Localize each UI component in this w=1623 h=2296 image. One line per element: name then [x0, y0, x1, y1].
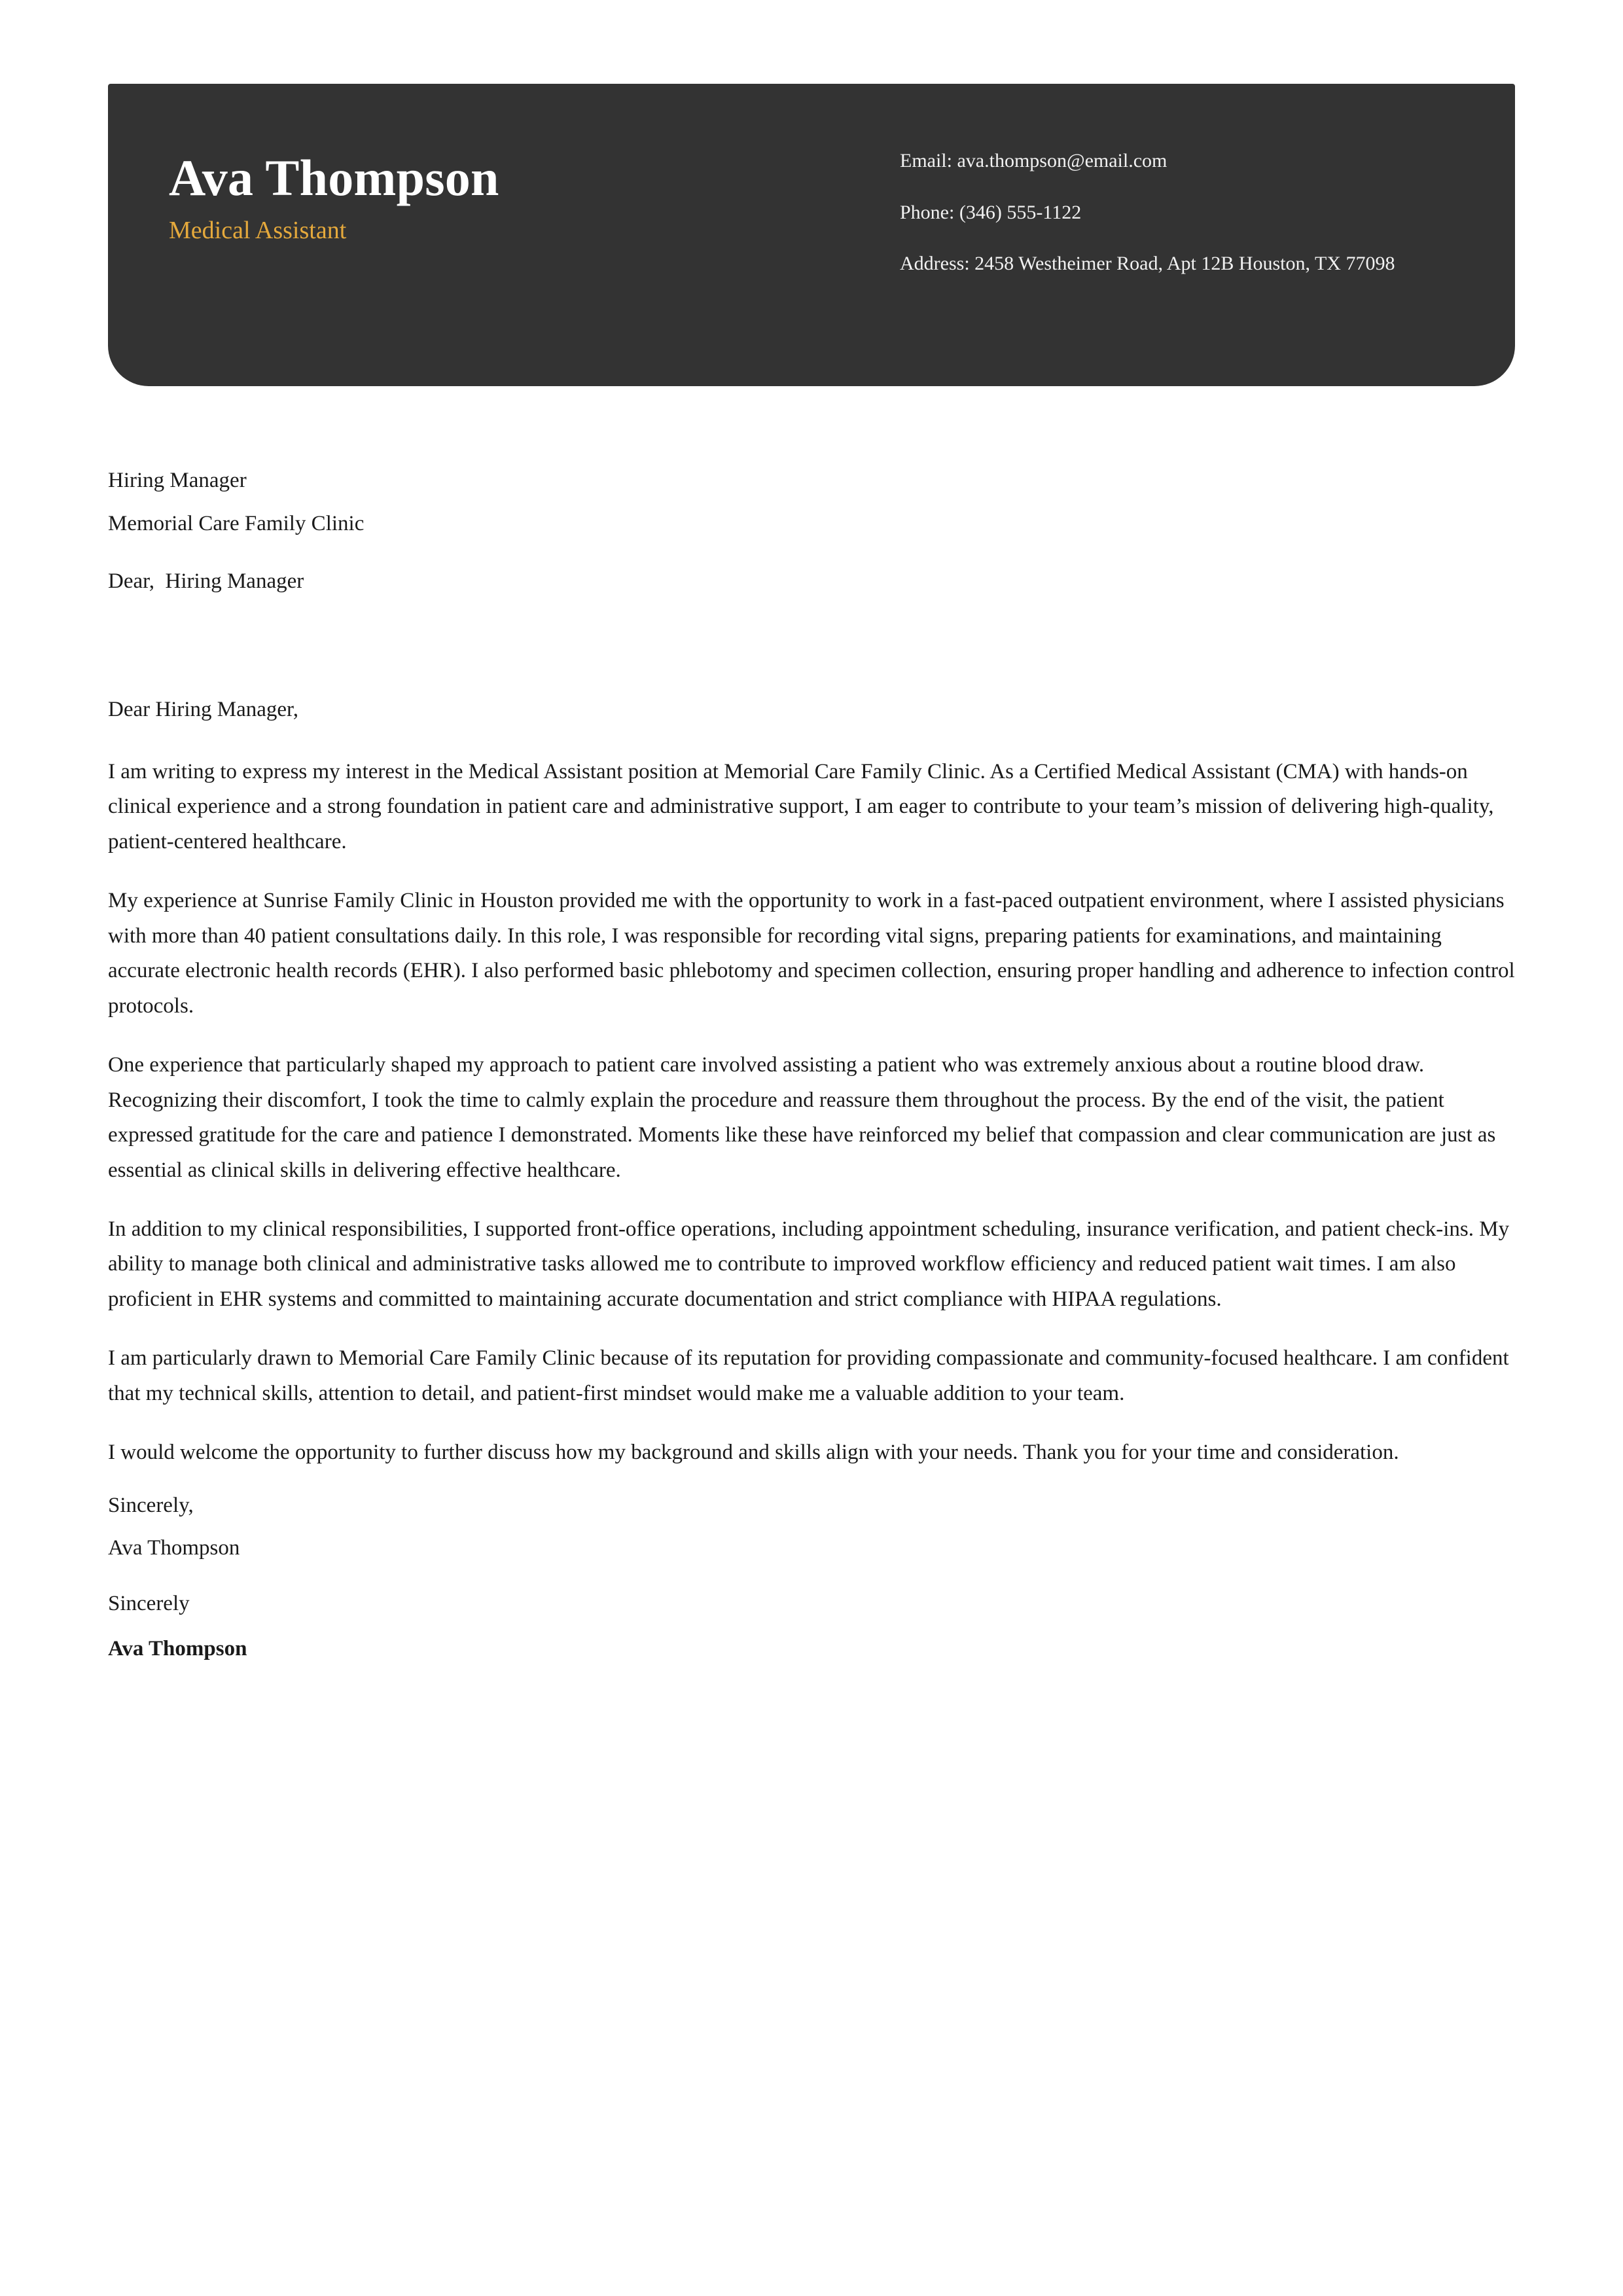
- recipient-block: [108, 470, 1518, 535]
- letter-body: [108, 470, 1518, 1660]
- salutation-top: Dear, Hiring Manager: [108, 569, 304, 593]
- contact-address: Address: 2458 Westheimer Road, Apt 12B Houston, TX 77098: [900, 253, 1395, 275]
- closing-block: [108, 1593, 1518, 1660]
- recipient-title: Hiring Manager: [108, 469, 247, 492]
- closing-signature-name: Ava Thompson: [108, 1636, 247, 1660]
- candidate-job-title: Medical Assistant: [169, 216, 347, 244]
- letter-paragraph: I am writing to express my interest in the Medical Assistant position at Memorial Care Family Clinic. As a Certified Medical Assistant (CMA) with hands-on clinical experience and a strong foundation in patient care and administrative support, I am eager to contribute to your team’s mission of delivering high-quality, patient-centered healthcare.: [108, 760, 1494, 853]
- letter-content: [108, 699, 1518, 1660]
- letter-paragraph: In addition to my clinical responsibilities, I supported front-office operations, including appointment scheduling, insurance verification, and patient check-ins. My ability to manage both clinical and administrative tasks allowed me to contribute to improved workflow efficiency and reduced patient wait times. I am also proficient in EHR systems and committed to maintaining accurate documentation and strict compliance with HIPAA regulations.: [108, 1217, 1510, 1311]
- contact-email: Email: ava.thompson@email.com: [900, 150, 1168, 171]
- signoff-block: [108, 1495, 1518, 1559]
- letter-paragraph: One experience that particularly shaped my approach to patient care involved assisting a patient who was extremely anxious about a routine blood draw. Recognizing their discomfort, I took the time to calmly explain the procedure and reassure them throughout the process. By the end of the visit, the patient expressed gratitude for the care and patience I demonstrated. Moments like these have reinforced my belief that compassion and clear communication are just as essential as clinical skills in delivering effective healthcare.: [108, 1053, 1496, 1182]
- closing-word: Sincerely: [108, 1591, 190, 1615]
- signoff-closing: Sincerely,: [108, 1493, 194, 1517]
- candidate-name: Ava Thompson: [169, 149, 499, 206]
- header-banner: [108, 84, 1515, 386]
- salutation-main: Dear Hiring Manager,: [108, 698, 298, 721]
- letter-paragraph: My experience at Sunrise Family Clinic in Houston provided me with the opportunity to work in a fast-paced outpatient environment, where I assisted physicians with more than 40 patient consultations daily. In this role, I was responsible for recording vital signs, preparing patients for examinations, and maintaining accurate electronic health records (EHR). I also performed basic phlebotomy and specimen collection, ensuring proper handling and adherence to infection control protocols.: [108, 889, 1515, 1018]
- signoff-name: Ava Thompson: [108, 1535, 240, 1560]
- letter-paragraph: I would welcome the opportunity to further discuss how my background and skills align with your needs. Thank you for your time and consideration.: [108, 1441, 1399, 1465]
- contact-block: [900, 147, 1476, 278]
- letter-paragraph: I am particularly drawn to Memorial Care Family Clinic because of its reputation for providing compassionate and community-focused healthcare. I am confident that my technical skills, attention to detail, and patient-first mindset would make me a valuable addition to your team.: [108, 1346, 1509, 1405]
- recipient-organization: Memorial Care Family Clinic: [108, 512, 365, 535]
- contact-phone: Phone: (346) 555-1122: [900, 201, 1082, 223]
- identity-block: [169, 151, 856, 245]
